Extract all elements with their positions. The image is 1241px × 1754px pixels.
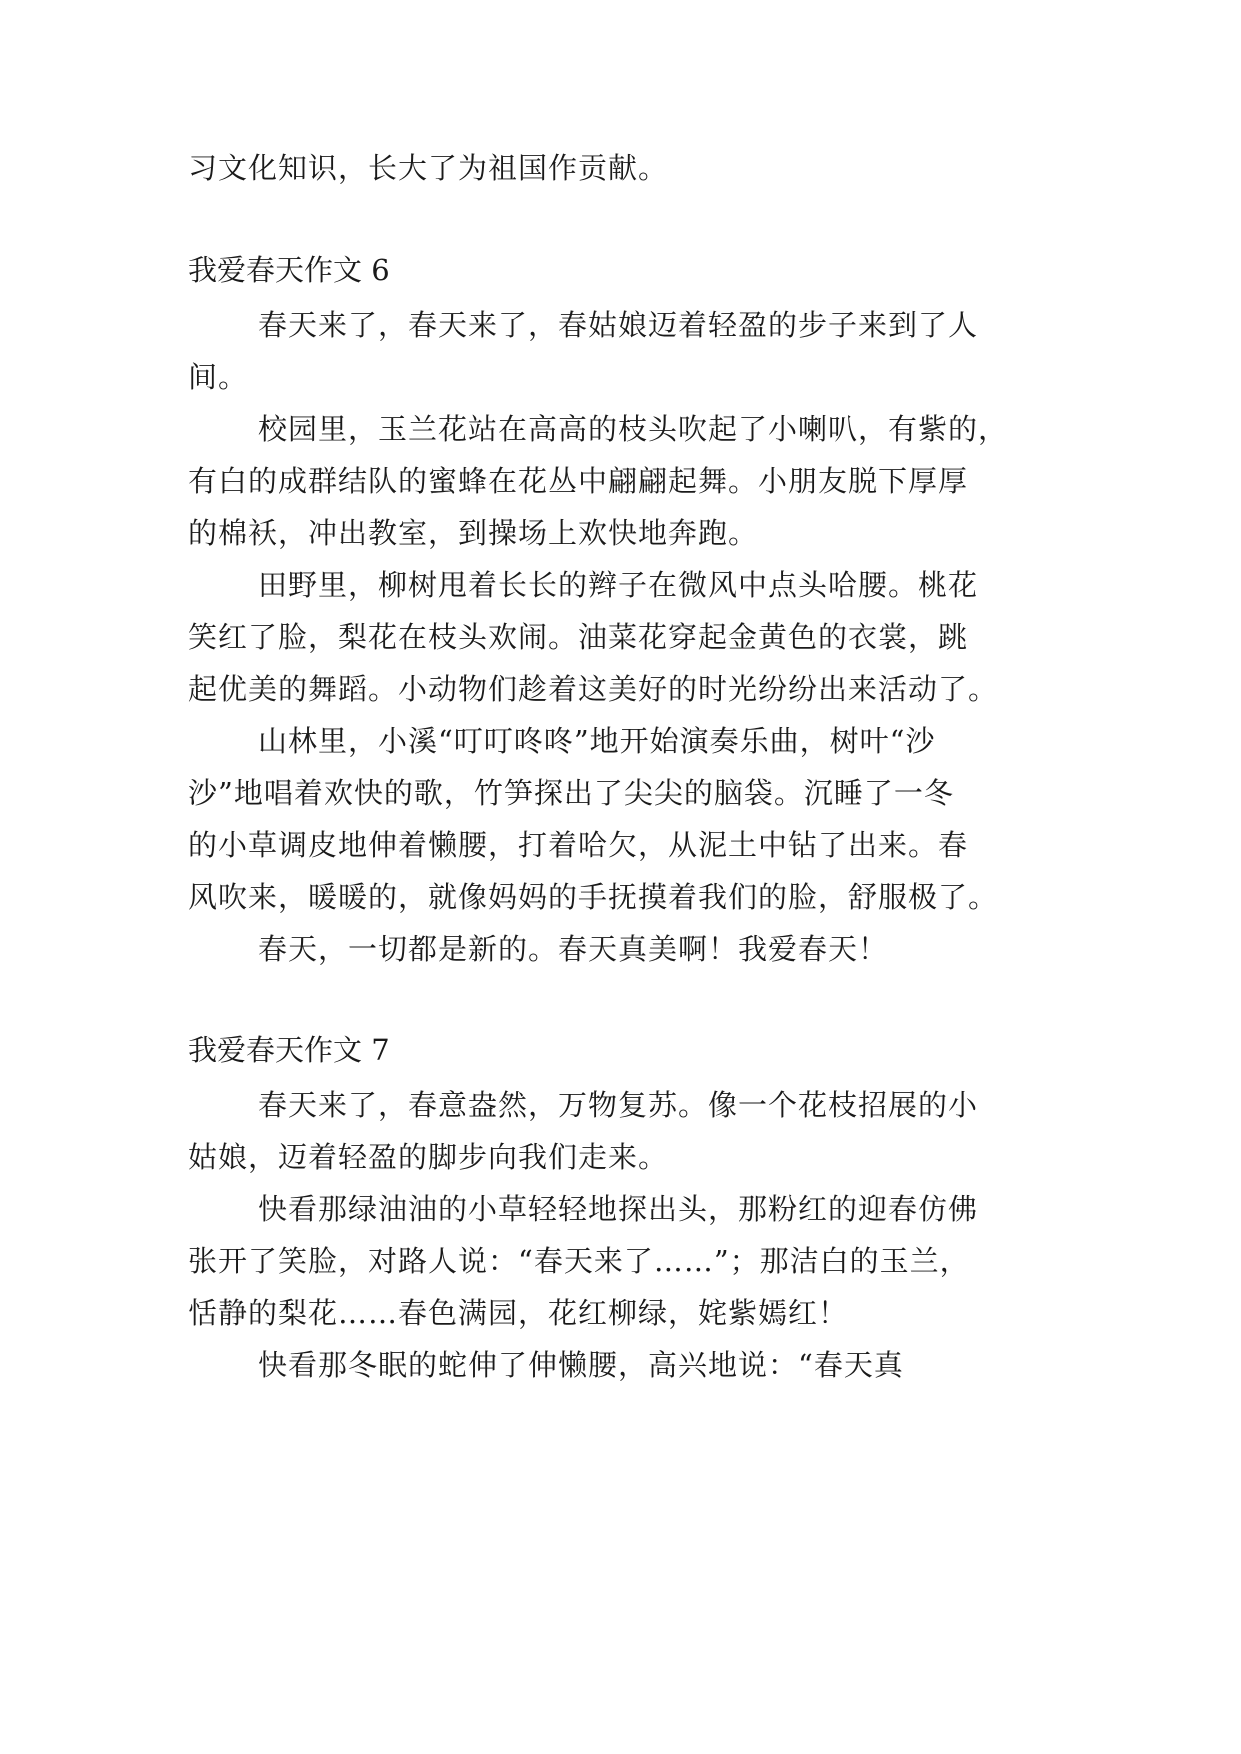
essay7-heading: 我爱春天作文 7 — [188, 1033, 390, 1067]
essay6-line: 山林里，小溪“叮叮咚咚”地开始演奏乐曲，树叶“沙 — [258, 724, 936, 758]
essay6-line: 沙”地唱着欢快的歌，竹笋探出了尖尖的脑袋。沉睡了一冬 — [188, 776, 954, 810]
essay6-line: 有白的成群结队的蜜蜂在花丛中翩翩起舞。小朋友脱下厚厚 — [188, 464, 969, 498]
essay6-line: 春天来了，春天来了，春姑娘迈着轻盈的步子来到了人 — [258, 308, 979, 342]
essay6-line: 春天，一切都是新的。春天真美啊！我爱春天！ — [258, 932, 889, 966]
essay6-line: 校园里，玉兰花站在高高的枝头吹起了小喇叭，有紫的， — [258, 412, 1009, 446]
essay6-line: 笑红了脸，梨花在枝头欢闹。油菜花穿起金黄色的衣裳，跳 — [188, 620, 969, 654]
essay6-heading: 我爱春天作文 6 — [188, 253, 390, 287]
essay6-line: 风吹来，暖暖的，就像妈妈的手抚摸着我们的脸，舒服极了。 — [188, 880, 999, 914]
essay6-line: 的小草调皮地伸着懒腰，打着哈欠，从泥土中钻了出来。春 — [188, 828, 969, 862]
essay7-line: 快看那绿油油的小草轻轻地探出头，那粉红的迎春仿佛 — [258, 1192, 979, 1226]
essay7-line: 恬静的梨花……春色满园，花红柳绿，姹紫嫣红！ — [188, 1296, 849, 1330]
essay6-line: 的棉袄，冲出教室，到操场上欢快地奔跑。 — [188, 516, 759, 550]
continuation-line: 习文化知识，长大了为祖国作贡献。 — [188, 151, 669, 185]
essay7-line: 姑娘，迈着轻盈的脚步向我们走来。 — [188, 1140, 669, 1174]
essay7-line: 春天来了，春意盎然，万物复苏。像一个花枝招展的小 — [258, 1088, 979, 1122]
essay6-line: 田野里，柳树甩着长长的辫子在微风中点头哈腰。桃花 — [258, 568, 979, 602]
essay6-line: 起优美的舞蹈。小动物们趁着这美好的时光纷纷出来活动了。 — [188, 672, 999, 706]
essay7-line: 快看那冬眠的蛇伸了伸懒腰，高兴地说：“春天真 — [258, 1348, 904, 1382]
essay7-line: 张开了笑脸，对路人说：“春天来了……”；那洁白的玉兰， — [188, 1244, 970, 1278]
essay6-line: 间。 — [188, 360, 249, 394]
